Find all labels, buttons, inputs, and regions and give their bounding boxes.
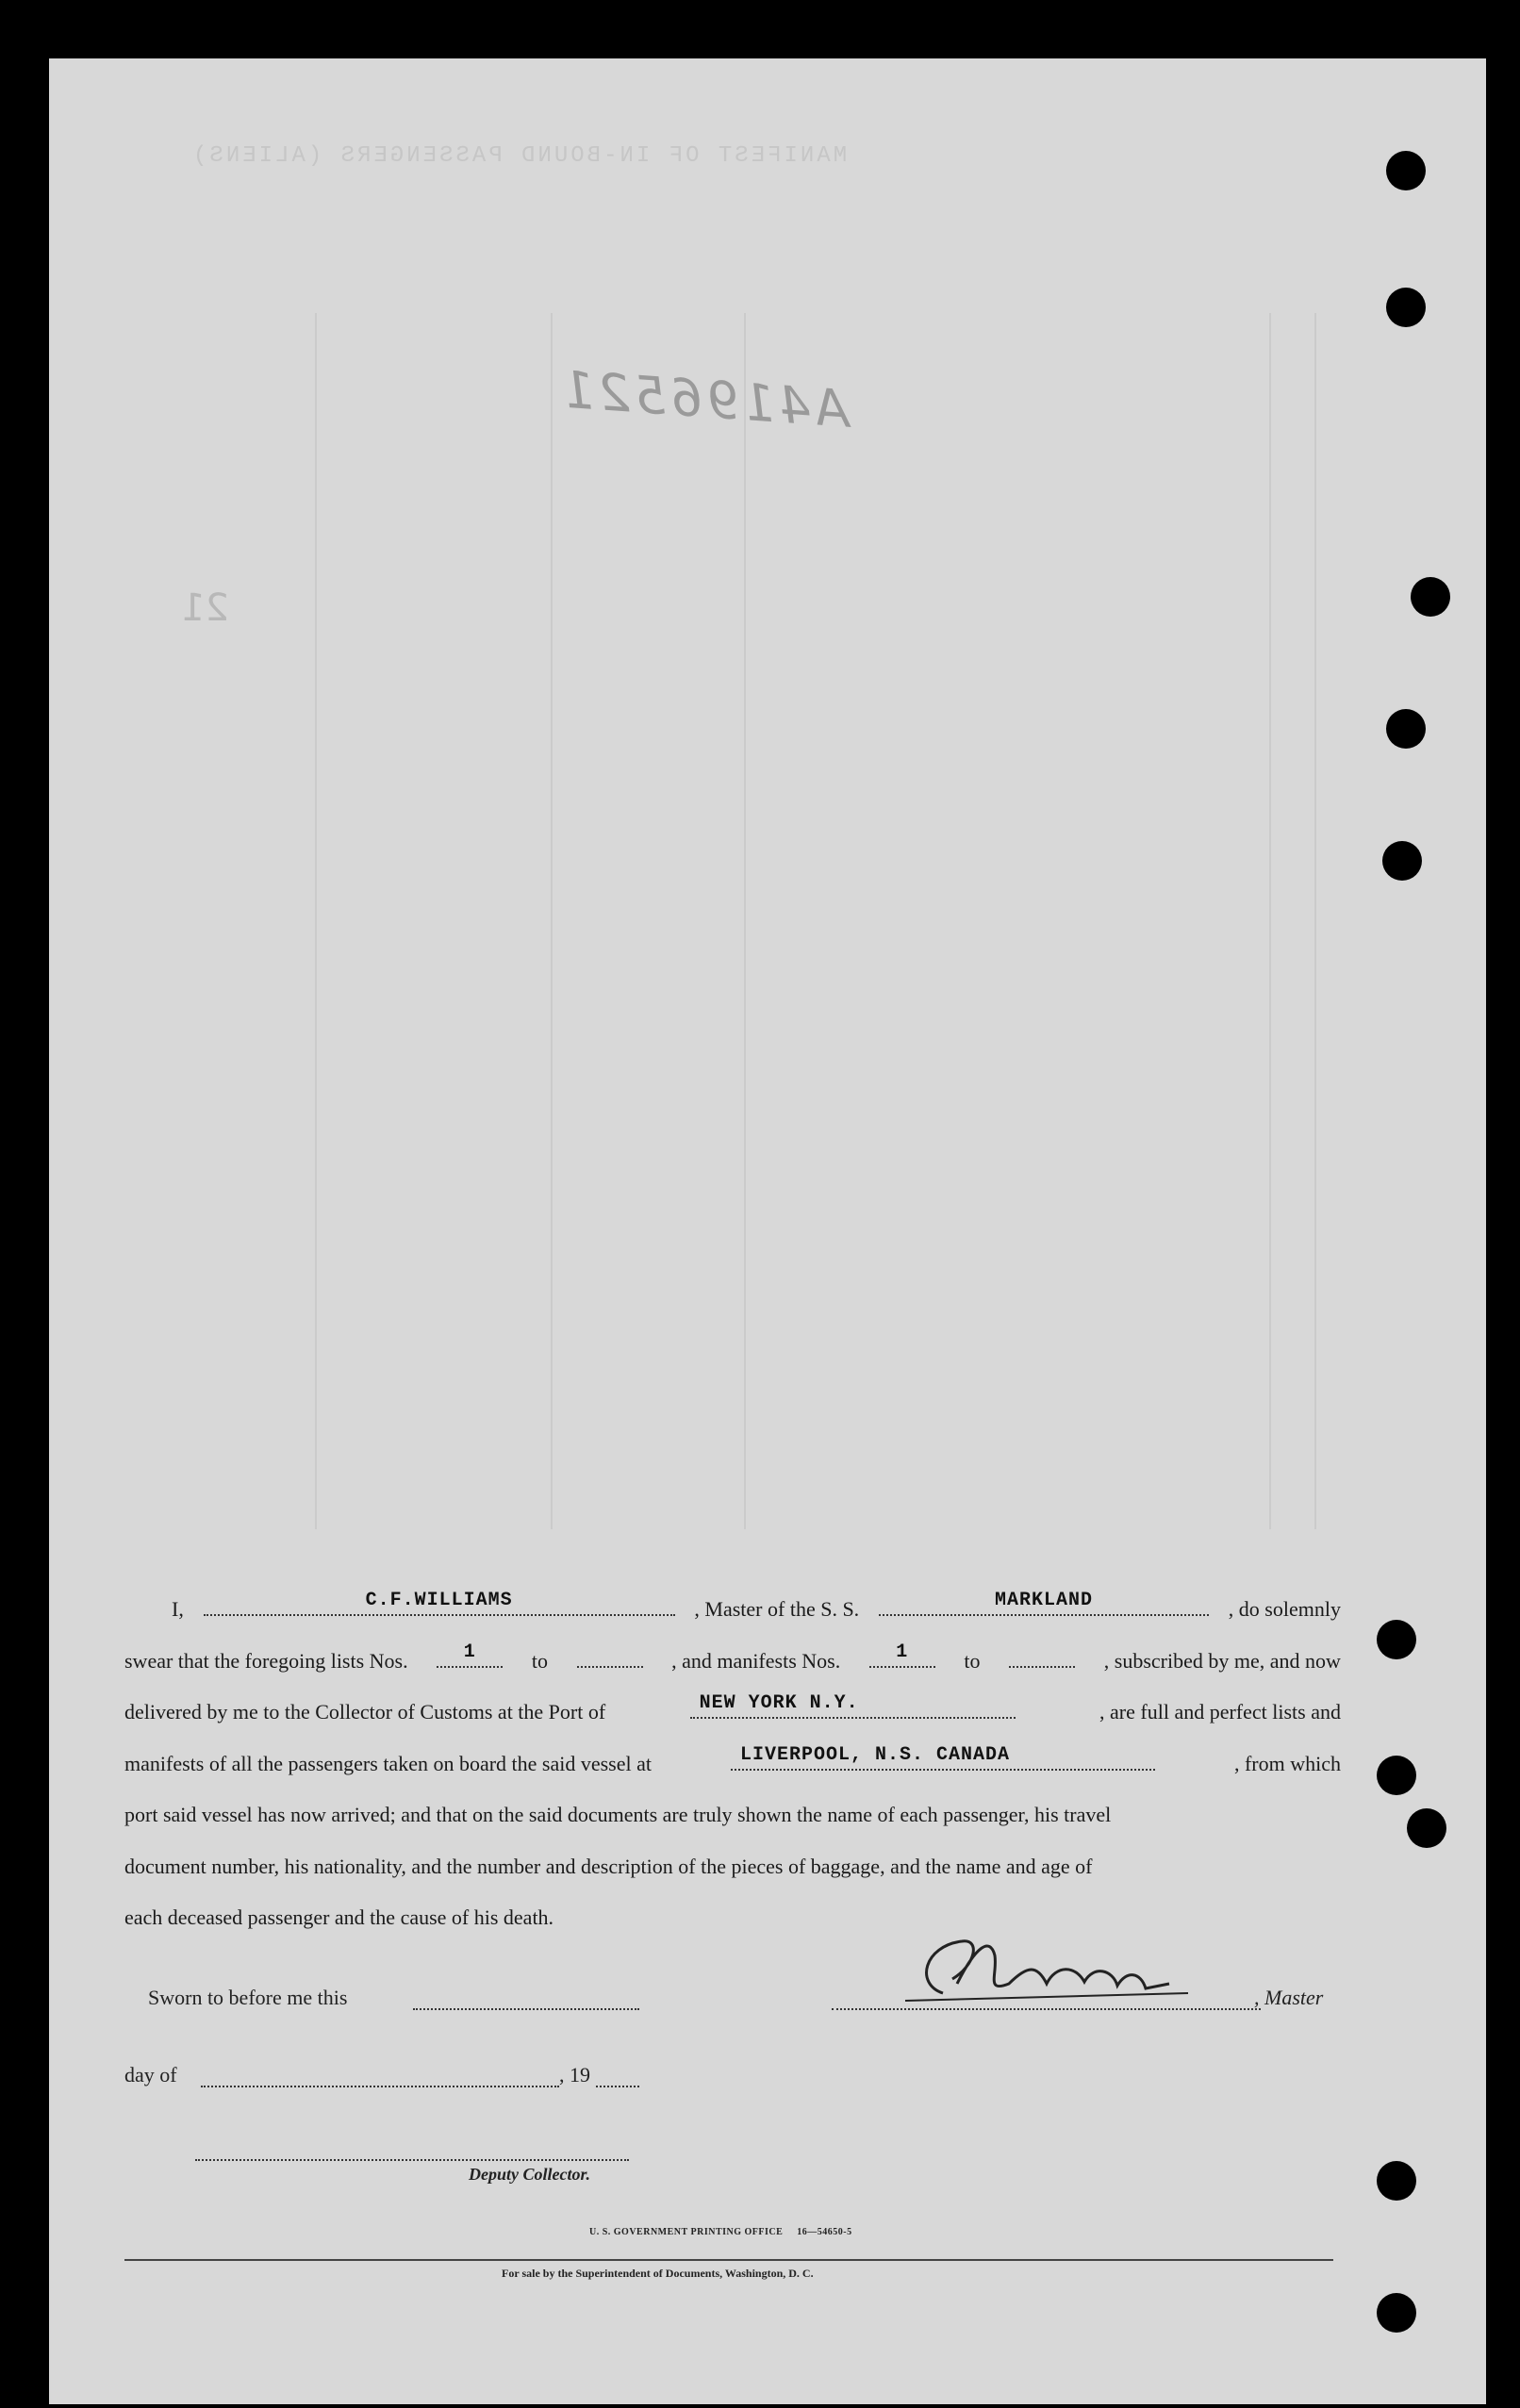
year-line: [596, 2084, 639, 2087]
column-line: [551, 313, 553, 1529]
column-line: [315, 313, 317, 1529]
oath-l6: document number, his nationality, and the number and description of the pieces of baggage, and the name and age of: [124, 1854, 1093, 1878]
master-signature: [886, 1927, 1264, 2012]
year-label: , 19: [559, 2063, 590, 2086]
oath-l2-to2: to: [964, 1648, 981, 1673]
oath-l4-suffix: , from which: [1233, 1751, 1341, 1775]
footer-rule: [124, 2259, 1333, 2261]
punch-hole: [1377, 1620, 1416, 1659]
oath-l1-suffix: , do solemnly: [1228, 1597, 1341, 1621]
oath-l2-suffix: , subscribed by me, and now: [1103, 1648, 1341, 1673]
oath-l4-prefix: manifests of all the passengers taken on board the said vessel at: [124, 1751, 653, 1775]
master-name-field: [204, 1586, 675, 1616]
column-line: [1269, 313, 1271, 1529]
master-label: , Master: [1254, 1986, 1324, 2009]
lists-from-field: [437, 1638, 503, 1668]
punch-hole: [1411, 577, 1450, 617]
port-of-departure: LIVERPOOL, N.S. CANADA: [739, 1743, 1011, 1766]
faint-header: MANIFEST OF IN-BOUND PASSENGERS (ALIENS): [190, 143, 848, 169]
master-name: C.F.WILLIAMS: [365, 1590, 513, 1611]
manifests-to-field: [1009, 1638, 1075, 1668]
column-line: [1314, 313, 1316, 1529]
sworn-label: Sworn to before me this: [148, 1986, 348, 2009]
lists-from: 1: [463, 1641, 476, 1663]
oath-line-5: [124, 1790, 1341, 1841]
oath-line-6: [124, 1841, 1341, 1893]
punch-hole: [1386, 288, 1426, 327]
deputy-label: Deputy Collector.: [469, 2165, 590, 2184]
ship-name-field: [879, 1586, 1209, 1616]
oath-line-4: [124, 1739, 1341, 1790]
for-sale-note: For sale by the Superintendent of Documents, Washington, D. C.: [502, 2267, 814, 2280]
punch-hole: [1377, 2293, 1416, 2333]
oath-paragraph: [124, 1584, 1341, 1944]
punch-hole: [1377, 1756, 1416, 1795]
sworn-date-line: [413, 2006, 639, 2010]
oath-l3-prefix: delivered by me to the Collector of Customs at the Port of: [124, 1700, 606, 1724]
day-line: [201, 2084, 559, 2087]
printing-office: U. S. GOVERNMENT PRINTING OFFICE 16—54650-5: [589, 2227, 852, 2237]
oath-l2-mid: , and manifests Nos.: [671, 1648, 841, 1673]
oath-l1-mid: , Master of the S. S.: [694, 1597, 860, 1621]
handwritten-number: A4196521: [556, 359, 852, 439]
oath-l3-suffix: , are full and perfect lists and: [1099, 1700, 1341, 1724]
oath-l5: port said vessel has now arrived; and that on the said documents are truly shown the name of each passenger, his travel: [124, 1803, 1112, 1826]
day-label: day of: [124, 2063, 177, 2086]
oath-l2-to1: to: [531, 1648, 548, 1673]
punch-hole: [1386, 151, 1426, 190]
margin-mark: 21: [181, 586, 229, 630]
port-of-departure-field: [731, 1740, 1155, 1771]
column-line: [744, 313, 746, 1529]
punch-hole: [1407, 1808, 1446, 1848]
manifests-from-field: [869, 1638, 935, 1668]
oath-prefix: I,: [172, 1597, 184, 1621]
oath-line-1: [124, 1584, 1341, 1636]
oath-line-3: [124, 1687, 1341, 1739]
oath-l7: each deceased passenger and the cause of his death.: [124, 1905, 554, 1929]
port-of-arrival: NEW YORK N.Y.: [699, 1692, 859, 1714]
lists-to-field: [577, 1638, 643, 1668]
ship-name: MARKLAND: [994, 1590, 1093, 1611]
oath-l2-prefix: swear that the foregoing lists Nos.: [124, 1648, 408, 1673]
oath-line-2: [124, 1636, 1341, 1688]
deputy-signature-line: [195, 2157, 629, 2161]
manifests-from: 1: [896, 1641, 909, 1663]
port-of-arrival-field: [690, 1689, 1016, 1719]
punch-hole: [1377, 2161, 1416, 2201]
punch-hole: [1382, 841, 1422, 881]
punch-hole: [1386, 709, 1426, 749]
manifest-page: [49, 58, 1486, 2404]
